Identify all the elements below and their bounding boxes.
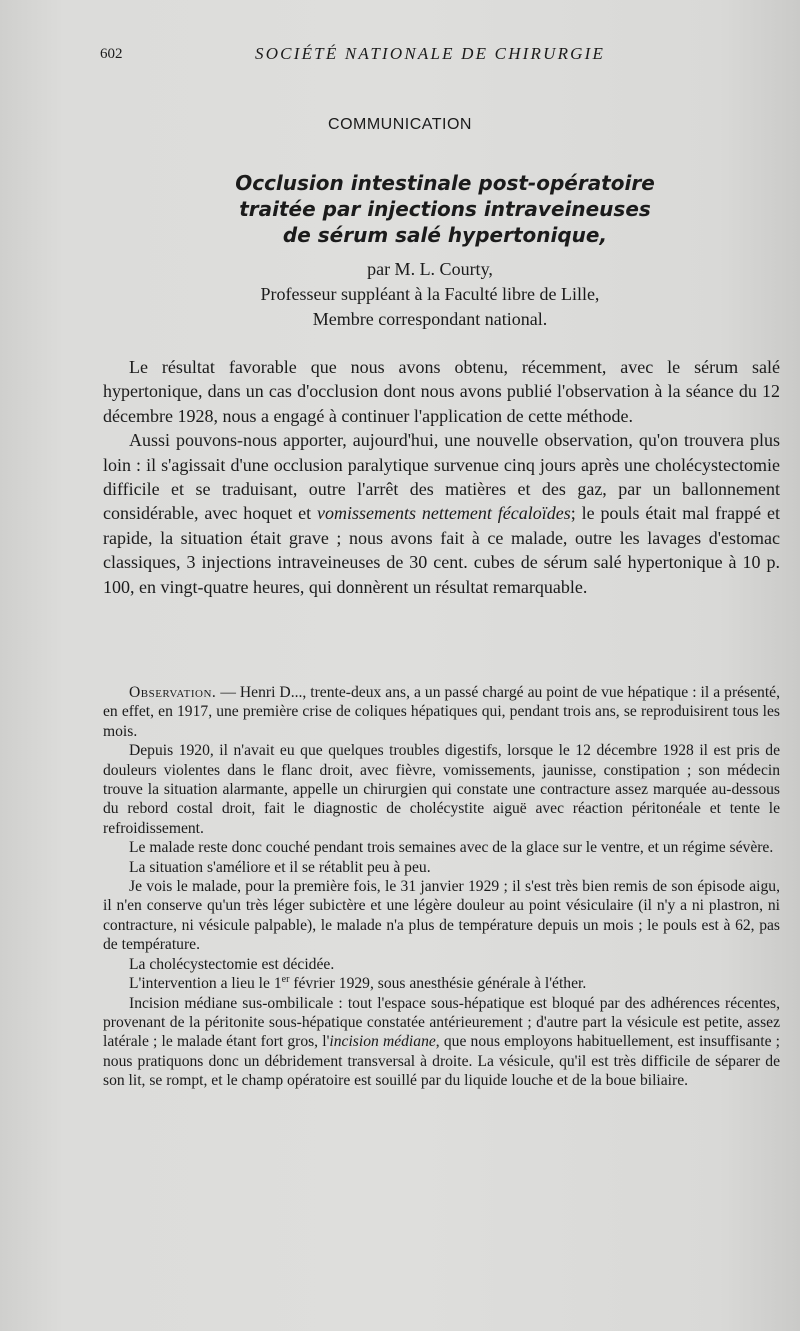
observation-paragraph-3: Le malade reste donc couché pendant trois semaines avec de la glace sur le ventre, et un régime sévère.	[129, 839, 774, 857]
page-number: 602	[100, 46, 123, 62]
title-line-2: traitée par injections intraveineuses	[239, 197, 651, 221]
observation-paragraph-6: La cholécystectomie est décidée.	[129, 955, 335, 973]
journal-title: SOCIÉTÉ NATIONALE DE CHIRURGIE	[255, 44, 606, 63]
observation-text	[103, 683, 780, 1091]
observation-label: Observation.	[129, 684, 217, 701]
observation-p7-text-b: février 1929, sous anesthésie générale à l'éther.	[289, 975, 587, 993]
observation-paragraph-2: Depuis 1920, il n'avait eu que quelques troubles digestifs, lorsque le 12 décembre 1928 il est pris de douleurs violentes dans le flanc droit, avec fièvre, vomissements, jaunisse, constipation ; son médecin trouve la situation alarmante, appelle un chirurgien qui constate une contracture assez marquée au-dessous du rebord costal droit, fait le diagnostic de cholécystite aiguë avec réaction péritonéale et tente le refroidissement.	[103, 742, 780, 837]
intro-paragraph-2	[103, 428, 780, 599]
observation-p8-text-b: , que nous employons habituellement, est insuffisante ; nous pratiquons donc un débridement transversal à droite. La vésicule, qu'il est très difficile de séparer de son lit, se rompt, et le champ opératoire est souillé par du liquide louche et de la boue biliaire.	[103, 1033, 780, 1090]
byline	[0, 257, 800, 332]
title-line-1: Occlusion intestinale post-opératoire	[235, 171, 655, 195]
observation-paragraph-7	[103, 974, 780, 993]
intro-p2-text-a: Aussi pouvons-nous apporter, aujourd'hui, une nouvelle observation, qu'on trouvera plus loin : il s'agissait d'une occlusion paralytique survenue cinq jours après une cholécystectomie difficile et se traduisant, outre l'arrêt des matières et des gaz, par un ballonnement considérable, avec hoquet et	[103, 430, 780, 524]
observation-paragraph-4: La situation s'améliore et il se rétablit peu à peu.	[129, 858, 431, 876]
observation-p8-text-a: Incision médiane sus-ombilicale : tout l'espace sous-hépatique est bloqué par des adhérences récentes, provenant de la péritonite sous-hépatique constatée antérieurement ; d'autre part la vésicule est petite, assez latérale ; le malade étant fort gros, l'	[103, 994, 780, 1051]
affiliation-line-1: Professeur suppléant à la Faculté libre de Lille,	[260, 284, 600, 304]
affiliation-line-2: Membre correspondant national.	[312, 309, 548, 329]
article-title	[0, 170, 800, 248]
running-head	[100, 44, 740, 70]
observation-p1-text: — Henri D..., trente-deux ans, a un passé chargé au point de vue hépatique : il a présenté, en effet, en 1917, une première crise de coliques hépatiques qui, pendant trois ans, se reproduisirent tous les mois.	[103, 684, 780, 740]
title-line-3: de sérum salé hypertonique,	[282, 223, 608, 247]
observation-p7-superscript: er	[281, 973, 290, 985]
intro-p2-text-b: ; le pouls était mal frappé et rapide, la situation était grave ; nous avons fait à ce malade, outre les lavages d'estomac classiques, 3 injections intraveineuses de 30 cent. cubes de sérum salé hypertonique à 10 p. 100, en vingt-quatre heures, qui donnèrent un résultat remarquable.	[103, 503, 780, 597]
author-line: par M. L. Courty,	[367, 259, 493, 279]
section-label: COMMUNICATION	[328, 116, 472, 133]
observation-p7-text-a: L'intervention a lieu le 1	[129, 975, 282, 993]
observation-paragraph-5: Je vois le malade, pour la première fois, le 31 janvier 1929 ; il s'est très bien remis de son épisode aigu, il n'en conserve qu'un très léger subictère et une légère douleur au point vésiculaire (il n'y a ni plastron, ni contracture, ni vésicule palpable), le malade n'a plus de température depuis un mois ; le pouls est à 62, pas de température.	[103, 878, 780, 954]
intro-paragraph-1: Le résultat favorable que nous avons obtenu, récemment, avec le sérum salé hypertonique, dans un cas d'occlusion dont nous avons publié l'observation à la séance du 12 décembre 1928, nous a engagé à continuer l'application de cette méthode.	[103, 357, 780, 426]
intro-p2-emphasis: vomissements nettement fécaloïdes	[316, 503, 571, 524]
intro-text	[103, 355, 780, 599]
observation-p8-emphasis: incision médiane	[329, 1033, 436, 1051]
observation-paragraph-8	[103, 994, 780, 1091]
observation-paragraph-1	[103, 683, 780, 741]
